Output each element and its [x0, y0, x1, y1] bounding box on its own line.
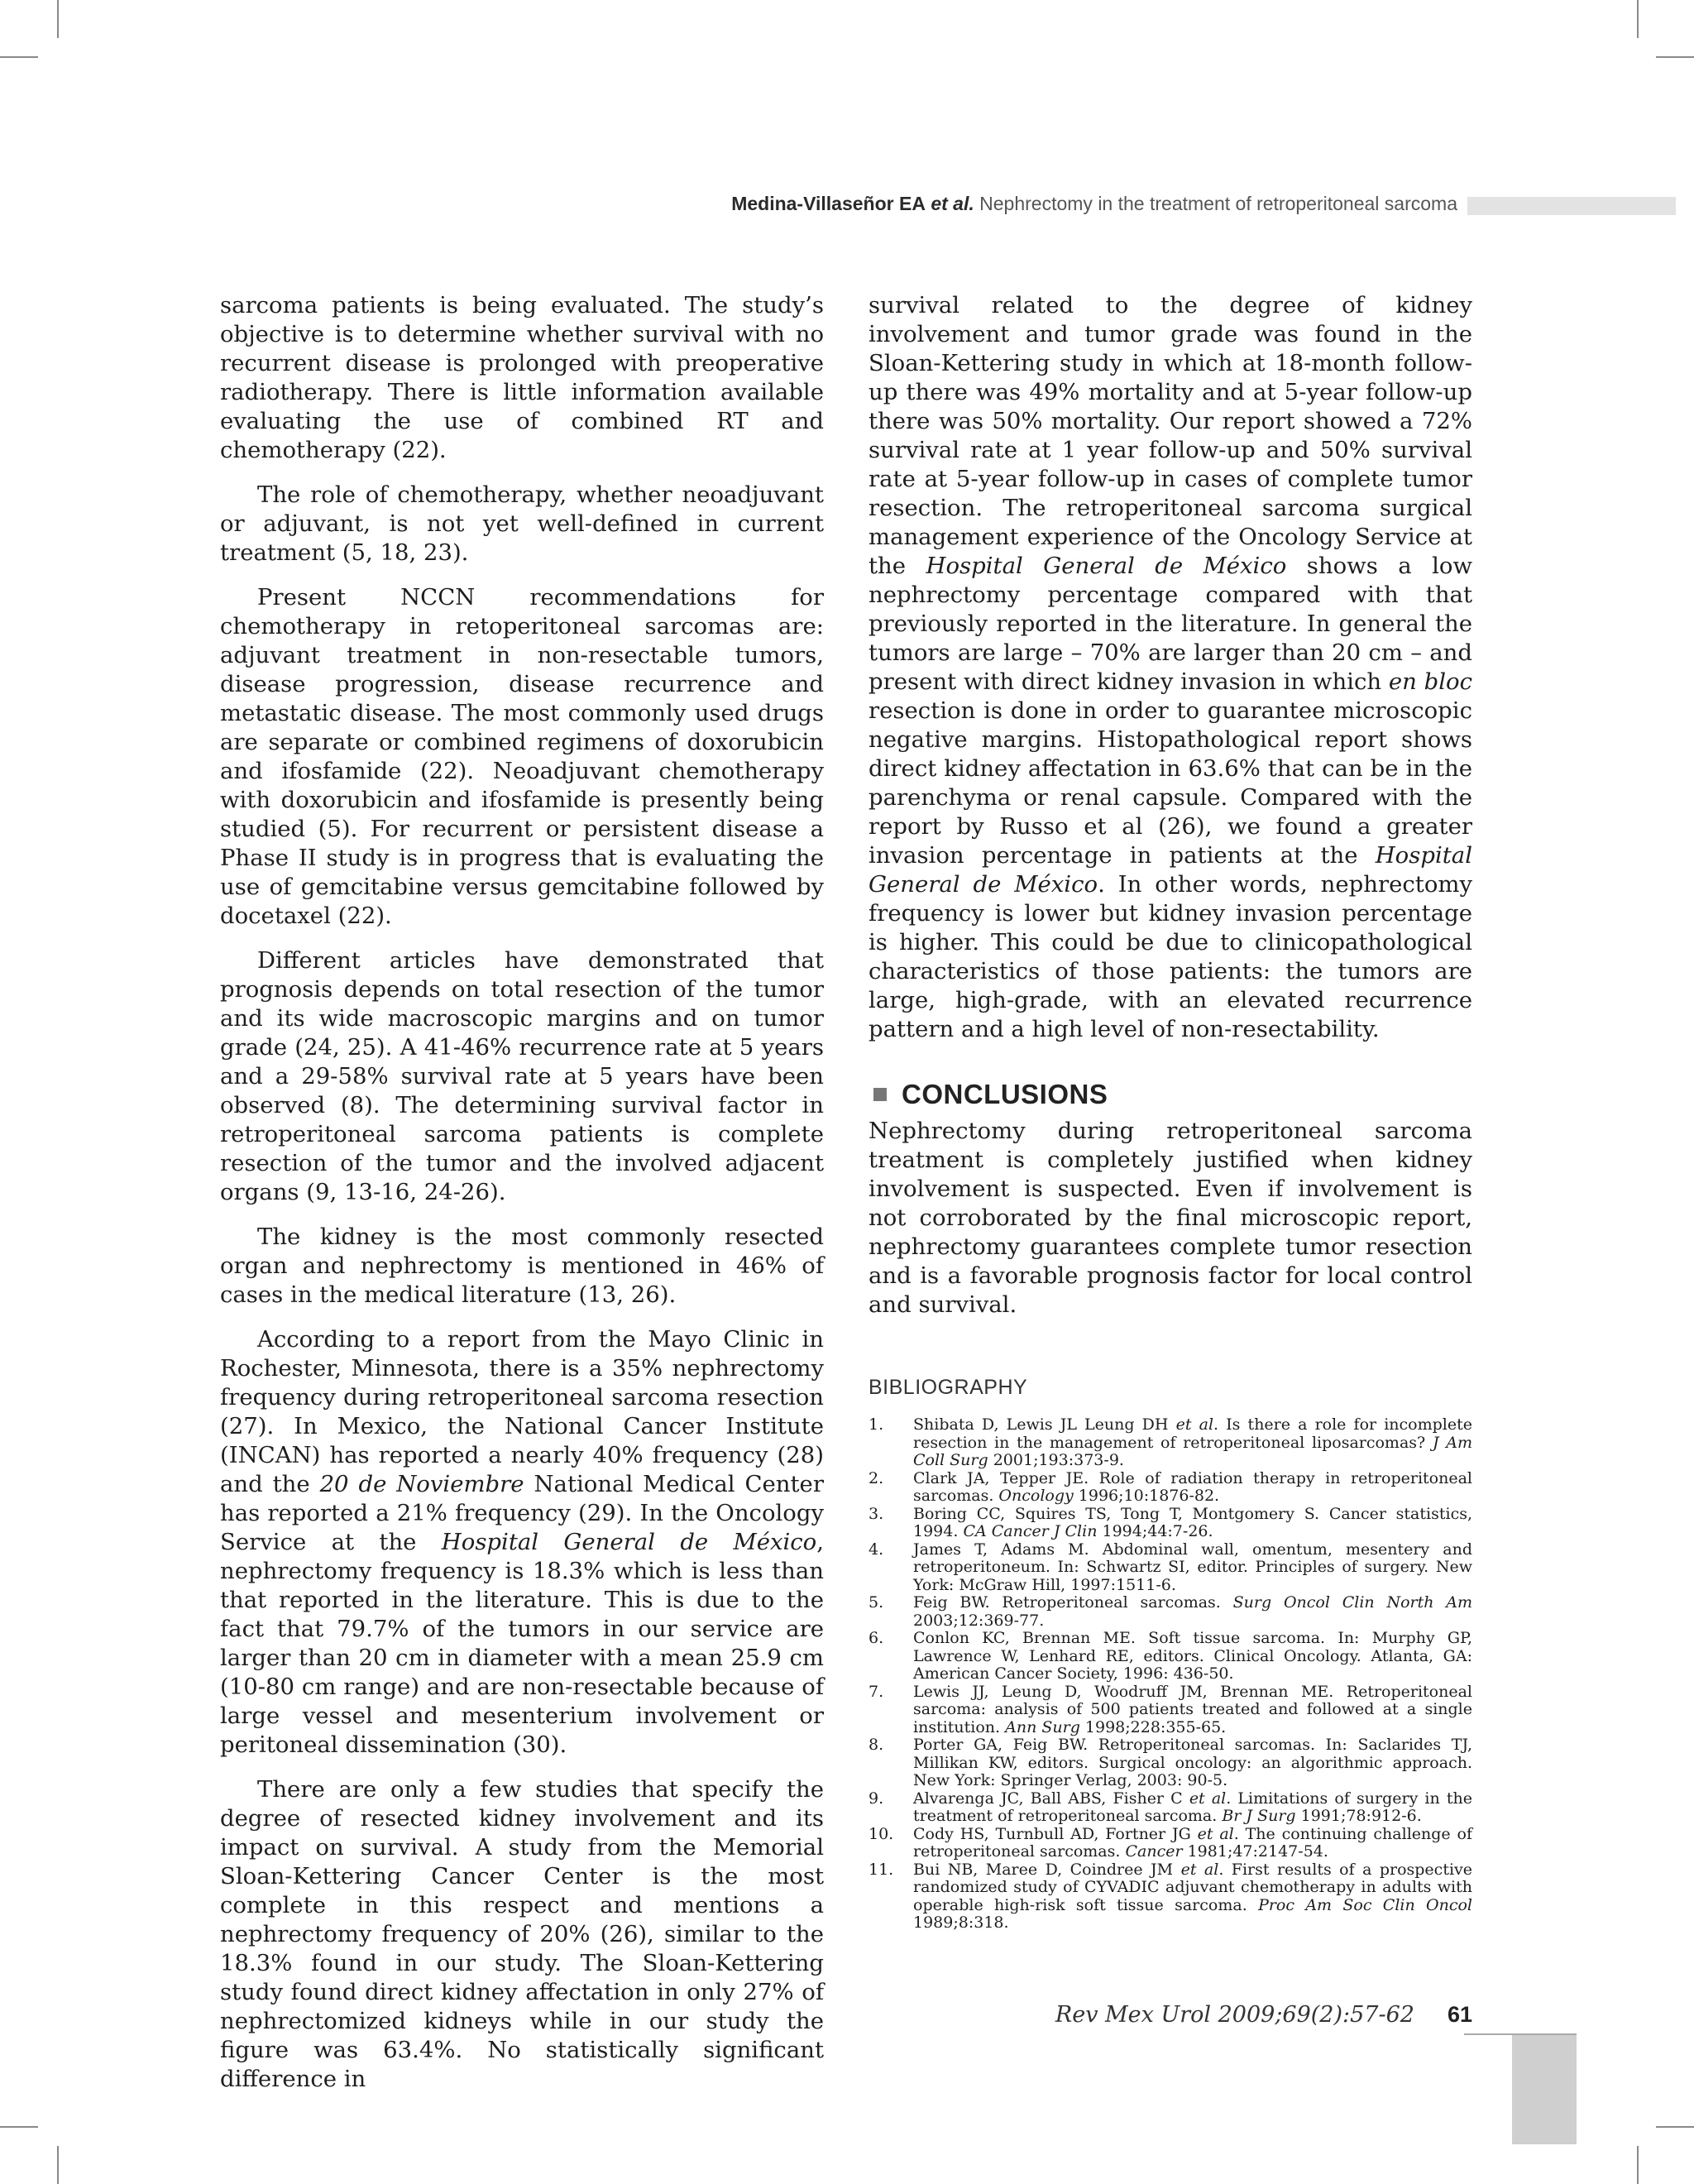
italic-run: Oncology	[998, 1487, 1074, 1505]
crop-mark-bottom-left	[57, 2146, 59, 2184]
text-run: Bui NB, Maree D, Coindree JM	[913, 1860, 1181, 1879]
section-square-icon	[873, 1088, 887, 1101]
reference-text	[913, 1506, 1472, 1541]
reference-text	[913, 1684, 1472, 1737]
italic-run: CA Cancer J Clin	[963, 1522, 1098, 1540]
crop-mark-bottom-right	[1637, 2146, 1639, 2184]
reference-number: 6.	[869, 1629, 884, 1647]
conclusions-body	[869, 1117, 1472, 1320]
text-run: . In other words, nephrectomy frequency is lower but kidney invasion percentage is higher. This could be due to clinicopathological characteristics of those patients: the tumors are large, high-grade, with an elevated recurrence pattern and a high level of non-resectability.	[869, 871, 1472, 1042]
text-run: 1996;10:1876-82.	[1073, 1487, 1220, 1505]
reference-text	[913, 1470, 1472, 1506]
italic-run: Hospital General de México	[441, 1529, 817, 1555]
reference-text	[913, 1541, 1472, 1595]
conclusions-paragraph	[869, 1117, 1472, 1320]
text-run: 2001;193:373-9.	[988, 1451, 1124, 1469]
reference-item	[869, 1684, 1472, 1737]
reference-number: 1.	[869, 1415, 884, 1434]
crop-mark-top-left	[0, 56, 38, 58]
text-run: shows a low nephrectomy percentage compared with that previously reported in the literature. In general the tumors are large – 70% are larger than 20 cm – and present with direct kidney invasion in which	[869, 553, 1473, 695]
italic-run: Hospital General de México	[926, 553, 1287, 579]
text-run: National Medical Center has reported a 21% frequency (29). In the Oncology Service at the	[220, 1471, 824, 1555]
header-author: Medina-Villaseñor EA	[731, 193, 926, 214]
crop-mark-top-right	[1637, 0, 1639, 38]
text-run: 1994;44:7-26.	[1097, 1522, 1213, 1540]
text-run: 2003;12:369-77.	[913, 1611, 1045, 1630]
body-paragraph	[220, 481, 824, 568]
text-run: Boring CC, Squires TS, Tong T, Montgomery S. Cancer statistics, 1994.	[913, 1504, 1472, 1540]
reference-item	[869, 1861, 1472, 1933]
italic-run: J Am Coll Surg	[913, 1433, 1472, 1469]
header-et-al: et al.	[931, 193, 974, 214]
running-header	[0, 193, 1457, 215]
reference-text	[913, 1630, 1472, 1684]
italic-run: et al	[1189, 1789, 1227, 1808]
body-paragraph	[220, 1223, 824, 1310]
reference-number: 3.	[869, 1504, 884, 1523]
italic-run: Proc Am Soc Clin Oncol	[1258, 1895, 1473, 1914]
reference-item	[869, 1506, 1472, 1541]
reference-text	[913, 1416, 1472, 1470]
italic-run: Ann Surg	[1005, 1717, 1080, 1736]
body-paragraph	[220, 1325, 824, 1760]
italic-run: Br J Surg	[1222, 1807, 1296, 1825]
reference-item	[869, 1416, 1472, 1470]
text-run: Feig BW. Retroperitoneal sarcomas.	[913, 1593, 1233, 1612]
reference-number: 11.	[869, 1860, 894, 1879]
text-run: , nephrectomy frequency is 18.3% which is less than that reported in the literature. This is due to the fact that 79.7% of the tumors in our service are larger than 20 cm in diameter with a mean 25.9 cm (10-80 cm range) and are non-resectable because of large vessel and mesenterium involvement or peritoneal dissemination (30).	[220, 1529, 824, 1758]
reference-item	[869, 1470, 1472, 1506]
crop-mark-top-right	[1656, 56, 1694, 58]
reference-item	[869, 1594, 1472, 1630]
reference-item	[869, 1541, 1472, 1595]
text-run: Shibata D, Lewis JL Leung DH	[913, 1415, 1176, 1434]
text-run: James T, Adams M. Abdominal wall, omentum, mesentery and retroperitoneum. In: Schwartz SI, editor. Principles of surgery. New York: McGraw Hill, 1997:1511-6.	[913, 1540, 1472, 1594]
left-column	[220, 291, 824, 2110]
reference-number: 9.	[869, 1789, 884, 1808]
reference-number: 8.	[869, 1736, 884, 1754]
reference-item	[869, 1790, 1472, 1826]
reference-text	[913, 1736, 1472, 1790]
reference-text	[913, 1790, 1472, 1826]
italic-run: Hospital General de México	[869, 842, 1472, 898]
italic-run: Cancer	[1125, 1842, 1183, 1861]
footer-decorative-bar	[1512, 2035, 1577, 2144]
bibliography-heading: BIBLIOGRAPHY	[869, 1376, 1028, 1399]
reference-number: 7.	[869, 1682, 884, 1701]
text-run: 1989;8:318.	[913, 1913, 1009, 1932]
text-run: The kidney is the most commonly resected organ and nephrectomy is mentioned in 46% of cases in the medical literature (13, 26).	[220, 1224, 824, 1308]
text-run: Present NCCN recommendations for chemotherapy in retoperitoneal sarcomas are: adjuvant treatment in non-resectable tumors, disease progression, disease recurrence and metastatic disease. The most commonly used drugs are separate or combined regimens of doxorubicin and ifosfamide (22). Neoadjuvant chemotherapy with doxorubicin and ifosfamide is presently being studied (5). For recurrent or persistent disease a Phase II study is in progress that is evaluating the use of gemcitabine versus gemcitabine followed by docetaxel (22).	[220, 584, 824, 929]
body-paragraph	[220, 291, 824, 465]
conclusions-heading-text: CONCLUSIONS	[902, 1079, 1108, 1109]
text-run: resection is done in order to guarantee microscopic negative margins. Histopathological report shows direct kidney affectation in 63.6% that can be in the parenchyma or renal capsule. Compared with the report by Russo et al (26), we found a greater invasion percentage in patients at the	[869, 697, 1472, 869]
body-paragraph	[220, 1775, 824, 2094]
text-run: sarcoma patients is being evaluated. The study’s objective is to determine whether survival with no recurrent disease is prolonged with preoperative radiotherapy. There is little information available evaluating the use of combined RT and chemotherapy (22).	[220, 292, 824, 463]
reference-text	[913, 1826, 1472, 1861]
body-paragraph	[869, 291, 1472, 1044]
italic-run: Surg Oncol Clin North Am	[1232, 1593, 1473, 1612]
reference-item	[869, 1826, 1472, 1861]
right-column	[869, 291, 1472, 1933]
text-run: 1981;47:2147-54.	[1182, 1842, 1328, 1861]
page-number: 61	[1447, 2002, 1472, 2027]
text-run: The role of chemotherapy, whether neoadjuvant or adjuvant, is not yet well-defined in current treatment (5, 18, 23).	[220, 481, 824, 566]
right-column-paragraphs	[869, 291, 1472, 1044]
conclusions-heading	[869, 1079, 1472, 1110]
text-run: . Limitations of surgery in the treatment of retroperitoneal sarcoma.	[913, 1789, 1472, 1825]
reference-item	[869, 1630, 1472, 1684]
crop-mark-bottom-left	[0, 2126, 38, 2128]
reference-number: 5.	[869, 1593, 884, 1612]
italic-run: et al	[1197, 1824, 1234, 1843]
text-run: survival related to the degree of kidney involvement and tumor grade was found in the Sloan-Kettering study in which at 18-month follow-up there was 49% mortality and at 5-year follow-up there was 50% mortality. Our report showed a 72% survival rate at 1 year follow-up and 50% survival rate at 5-year follow-up in cases of complete tumor resection. The retroperitoneal sarcoma surgical management experience of the Oncology Service at the	[869, 292, 1472, 579]
text-run: There are only a few studies that specify the degree of resected kidney involvement and its impact on survival. A study from the Memorial Sloan-Kettering Cancer Center is the most complete in this respect and mentions a nephrectomy frequency of 20% (26), similar to the 18.3% found in our study. The Sloan-Kettering study found direct kidney affectation in only 27% of nephrectomized kidneys while in our study the figure was 63.4%. No statistically significant difference in	[220, 1776, 824, 2092]
text-run: Nephrectomy during retroperitoneal sarcoma treatment is completely justified when kidney involvement is suspected. Even if involvement is not corroborated by the final microscopic report, nephrectomy guarantees complete tumor resection and is a favorable prognosis factor for local control and survival.	[869, 1118, 1472, 1318]
text-run: According to a report from the Mayo Clinic in Rochester, Minnesota, there is a 35% nephrectomy frequency during retroperitoneal sarcoma resection (27). In Mexico, the National Cancer Institute (INCAN) has reported a nearly 40% frequency (28) and the	[220, 1326, 824, 1497]
reference-text	[913, 1594, 1472, 1630]
reference-number: 4.	[869, 1540, 884, 1559]
body-paragraph	[220, 583, 824, 931]
text-run: Porter GA, Feig BW. Retroperitoneal sarcomas. In: Saclarides TJ, Millikan KW, editors. Surgical oncology: an algorithmic approach. New York: Springer Verlag, 2003: 90-5.	[913, 1736, 1472, 1789]
text-run: Lewis JJ, Leung D, Woodruff JM, Brennan ME. Retroperitoneal sarcoma: analysis of 500 patients treated and followed at a single institution.	[913, 1682, 1472, 1736]
text-run: . The continuing challenge of retroperitoneal sarcomas.	[913, 1824, 1472, 1861]
reference-text	[913, 1861, 1472, 1933]
page-footer	[1055, 2002, 1472, 2028]
crop-mark-top-left	[57, 0, 59, 38]
text-run: Cody HS, Turnbull AD, Fortner JG	[913, 1824, 1198, 1843]
reference-item	[869, 1736, 1472, 1790]
reference-number: 10.	[869, 1824, 894, 1843]
text-run: 1991;78:912-6.	[1295, 1807, 1422, 1825]
header-title: Nephrectomy in the treatment of retroperitoneal sarcoma	[979, 193, 1457, 214]
footer-journal-citation: Rev Mex Urol 2009;69(2):57-62	[1055, 2002, 1414, 2028]
text-run: . Is there a role for incomplete resection in the management of retroperitoneal liposarcomas?	[913, 1415, 1472, 1452]
text-run: . First results of a prospective randomized study of CYVADIC adjuvant chemotherapy in adults with operable high-risk soft tissue sarcoma.	[913, 1860, 1473, 1914]
reference-number: 2.	[869, 1468, 884, 1487]
crop-mark-bottom-right	[1656, 2126, 1694, 2128]
text-run: Clark JA, Tepper JE. Role of radiation therapy in retroperitoneal sarcomas.	[913, 1468, 1472, 1505]
italic-run: 20 de Noviembre	[319, 1471, 524, 1497]
text-run: Different articles have demonstrated that prognosis depends on total resection of the tumor and its wide macroscopic margins and on tumor grade (24, 25). A 41-46% recurrence rate at 5 years and a 29-58% survival rate at 5 years have been observed (8). The determining survival factor in retroperitoneal sarcoma patients is complete resection of the tumor and the involved adjacent organs (9, 13-16, 24-26).	[220, 947, 824, 1205]
header-decorative-bar	[1467, 197, 1676, 215]
italic-run: et al	[1180, 1860, 1219, 1879]
body-paragraph	[220, 946, 824, 1207]
text-run: Alvarenga JC, Ball ABS, Fisher C	[913, 1789, 1189, 1808]
text-run: 1998;228:355-65.	[1079, 1717, 1227, 1736]
reference-list	[869, 1416, 1472, 1933]
italic-run: en bloc	[1388, 668, 1472, 695]
italic-run: et al	[1175, 1415, 1214, 1434]
text-run: Conlon KC, Brennan ME. Soft tissue sarcoma. In: Murphy GP, Lawrence W, Lenhard RE, editors. Clinical Oncology. Atlanta, GA: American Cancer Society, 1996: 436-50.	[913, 1629, 1472, 1683]
